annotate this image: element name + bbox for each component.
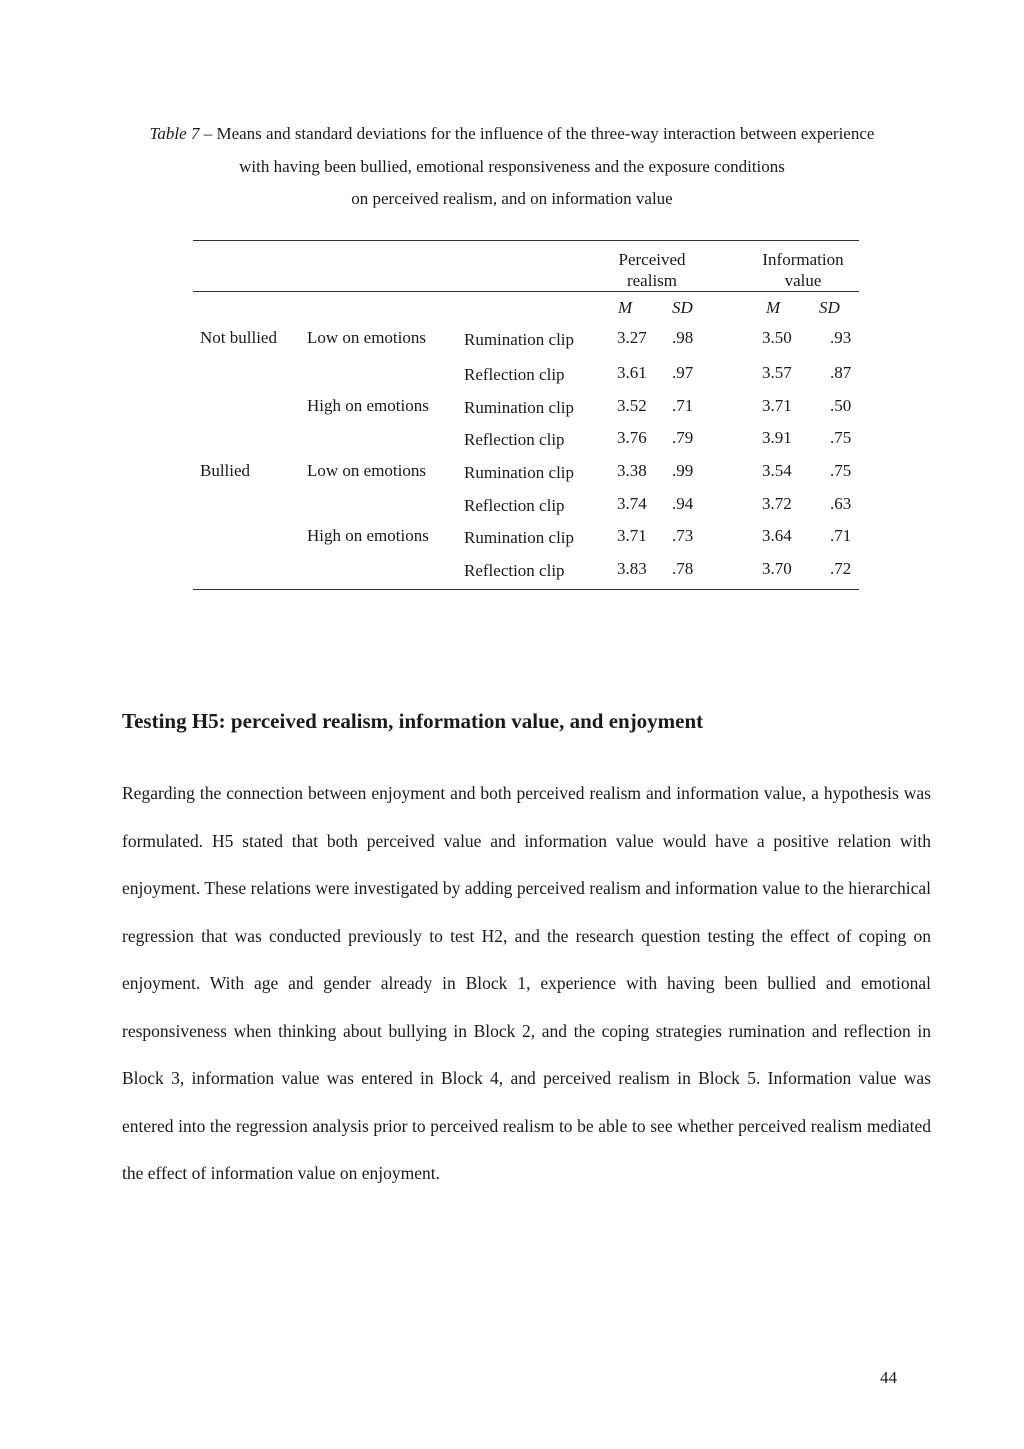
cell-pr-sd: .71 (672, 396, 694, 415)
cell-bullying: Bullied (200, 461, 251, 480)
cell-iv-m: 3.64 (762, 526, 792, 545)
cell-iv-sd: .72 (830, 559, 852, 578)
column-group-information-value: Information value (762, 250, 844, 290)
cell-bullying: Not bullied (200, 328, 277, 347)
cell-iv-sd: .71 (830, 526, 852, 545)
cell-iv-m: 3.91 (762, 428, 792, 447)
cell-clip: Rumination clip (464, 398, 575, 417)
cell-emotions: Low on emotions (307, 461, 426, 480)
cell-iv-m: 3.57 (762, 363, 792, 382)
cell-clip: Rumination clip (464, 528, 575, 547)
table-label: Table 7 (149, 124, 200, 143)
table-caption-line-2: with having been bullied, emotional responsiveness and the exposure conditions (239, 157, 785, 176)
subheader-pr-sd: SD (672, 298, 693, 317)
cell-iv-sd: .93 (830, 328, 852, 347)
subheader-iv-m: M (766, 298, 781, 317)
page-number: 44 (880, 1368, 897, 1387)
cell-iv-sd: .63 (830, 494, 852, 513)
cell-pr-m: 3.76 (617, 428, 647, 447)
cell-pr-m: 3.27 (617, 328, 647, 347)
cell-pr-sd: .94 (672, 494, 694, 513)
cell-clip: Rumination clip (464, 463, 575, 482)
cell-pr-sd: .98 (672, 328, 694, 347)
cell-pr-sd: .73 (672, 526, 694, 545)
table-top-rule (193, 240, 859, 241)
cell-pr-m: 3.74 (617, 494, 647, 513)
cell-pr-m: 3.52 (617, 396, 647, 415)
cell-pr-sd: .99 (672, 461, 694, 480)
cell-clip: Reflection clip (464, 365, 565, 384)
body-paragraph: Regarding the connection between enjoyment and both perceived realism and information value, a hypothesis was formulated. H5 stated that both perceived value and information value would have a positive relation with enjoyment. These relations were investigated by adding perceived realism and information value to the hierarchical regression that was conducted previously to test H2, and the research question testing the effect of coping on enjoyment. With age and gender already in Block 1, experience with having been bullied and emotional responsiveness when thinking about bullying in Block 2, and the coping strategies rumination and reflection in Block 3, information value was entered in Block 4, and perceived realism in Block 5. Information value was entered into the regression analysis prior to perceived realism to be able to see whether perceived realism mediated the effect of information value on enjoyment. (122, 783, 931, 1183)
column-group-perceived-realism: Perceived realism (618, 250, 686, 290)
cell-clip: Reflection clip (464, 496, 565, 515)
section-heading: Testing H5: perceived realism, information value, and enjoyment (122, 709, 704, 733)
table-caption-text: – Means and standard deviations for the influence of the three-way interaction between experience (199, 124, 875, 143)
table-caption-line-1 (0, 124, 1024, 144)
cell-iv-sd: .75 (830, 461, 852, 480)
table-bottom-rule (193, 589, 859, 590)
cell-iv-m: 3.54 (762, 461, 792, 480)
cell-iv-sd: .50 (830, 396, 852, 415)
cell-iv-m: 3.71 (762, 396, 792, 415)
cell-iv-sd: .87 (830, 363, 852, 382)
cell-pr-sd: .79 (672, 428, 694, 447)
cell-emotions: High on emotions (307, 396, 429, 415)
cell-emotions: Low on emotions (307, 328, 426, 347)
cell-clip: Rumination clip (464, 330, 575, 349)
subheader-pr-m: M (618, 298, 633, 317)
cell-iv-m: 3.70 (762, 559, 792, 578)
cell-clip: Reflection clip (464, 430, 565, 449)
cell-pr-sd: .78 (672, 559, 694, 578)
cell-clip: Reflection clip (464, 561, 565, 580)
cell-iv-m: 3.50 (762, 328, 792, 347)
subheader-iv-sd: SD (819, 298, 840, 317)
cell-pr-m: 3.61 (617, 363, 647, 382)
cell-iv-m: 3.72 (762, 494, 792, 513)
cell-emotions: High on emotions (307, 526, 429, 545)
cell-pr-m: 3.83 (617, 559, 647, 578)
cell-pr-m: 3.71 (617, 526, 647, 545)
cell-pr-sd: .97 (672, 363, 694, 382)
cell-iv-sd: .75 (830, 428, 852, 447)
table-header-rule (193, 291, 859, 292)
cell-pr-m: 3.38 (617, 461, 647, 480)
table-caption-line-3: on perceived realism, and on information value (351, 189, 673, 208)
